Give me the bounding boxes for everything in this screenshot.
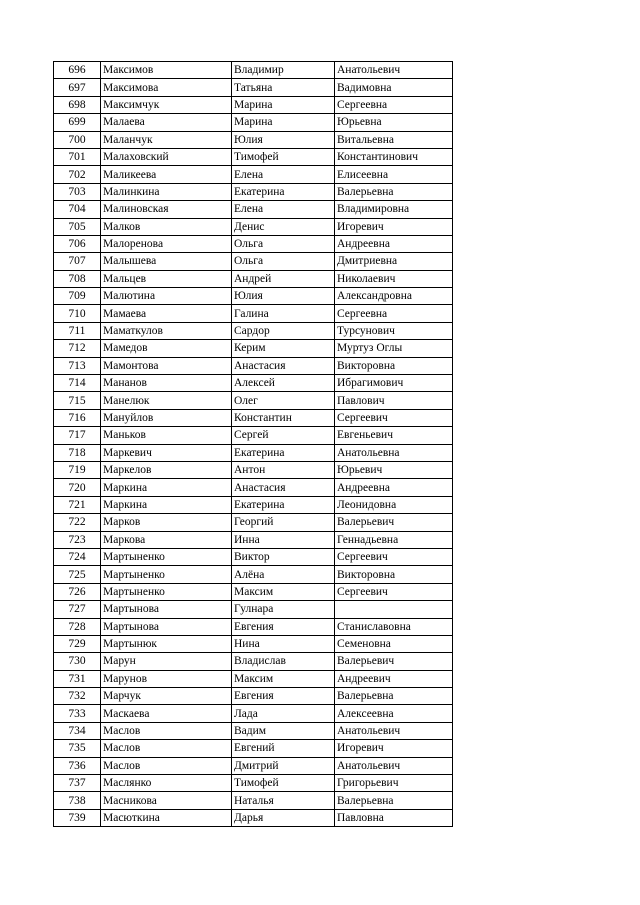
- first-name-cell: Гулнара: [232, 601, 335, 618]
- row-number-cell: 701: [54, 148, 101, 165]
- first-name-cell: Елена: [232, 166, 335, 183]
- table-row: [54, 96, 453, 113]
- patronymic-cell: Юрьевна: [335, 114, 453, 131]
- patronymic-cell: Ибрагимович: [335, 375, 453, 392]
- patronymic-cell: Викторовна: [335, 357, 453, 374]
- first-name-cell: Антон: [232, 461, 335, 478]
- row-number-cell: 734: [54, 722, 101, 739]
- first-name-cell: Дмитрий: [232, 757, 335, 774]
- first-name-cell: Керим: [232, 340, 335, 357]
- last-name-cell: Мальцев: [101, 270, 232, 287]
- first-name-cell: Елена: [232, 201, 335, 218]
- table-row: [54, 531, 453, 548]
- table-row: [54, 427, 453, 444]
- last-name-cell: Мартынюк: [101, 635, 232, 652]
- patronymic-cell: Евгеньевич: [335, 427, 453, 444]
- table-row: [54, 357, 453, 374]
- first-name-cell: Андрей: [232, 270, 335, 287]
- row-number-cell: 696: [54, 62, 101, 79]
- last-name-cell: Мартыненко: [101, 583, 232, 600]
- table-row: [54, 722, 453, 739]
- first-name-cell: Денис: [232, 218, 335, 235]
- patronymic-cell: Игоревич: [335, 740, 453, 757]
- table-row: [54, 392, 453, 409]
- patronymic-cell: Сергеевна: [335, 96, 453, 113]
- table-row: [54, 548, 453, 565]
- row-number-cell: 699: [54, 114, 101, 131]
- table-row: [54, 79, 453, 96]
- first-name-cell: Максим: [232, 670, 335, 687]
- row-number-cell: 732: [54, 688, 101, 705]
- patronymic-cell: Андреевич: [335, 670, 453, 687]
- patronymic-cell: Павловна: [335, 809, 453, 826]
- last-name-cell: Мартыненко: [101, 566, 232, 583]
- last-name-cell: Малоренова: [101, 235, 232, 252]
- table-row: [54, 340, 453, 357]
- table-row: [54, 183, 453, 200]
- patronymic-cell: Семеновна: [335, 635, 453, 652]
- first-name-cell: Ольга: [232, 253, 335, 270]
- last-name-cell: Маслов: [101, 740, 232, 757]
- row-number-cell: 723: [54, 531, 101, 548]
- first-name-cell: Анастасия: [232, 479, 335, 496]
- first-name-cell: Инна: [232, 531, 335, 548]
- last-name-cell: Мануйлов: [101, 409, 232, 426]
- patronymic-cell: Дмитриевна: [335, 253, 453, 270]
- row-number-cell: 707: [54, 253, 101, 270]
- last-name-cell: Мамонтова: [101, 357, 232, 374]
- first-name-cell: Наталья: [232, 792, 335, 809]
- first-name-cell: Юлия: [232, 288, 335, 305]
- row-number-cell: 718: [54, 444, 101, 461]
- table-row: [54, 461, 453, 478]
- patronymic-cell: Леонидовна: [335, 496, 453, 513]
- first-name-cell: Марина: [232, 96, 335, 113]
- row-number-cell: 727: [54, 601, 101, 618]
- first-name-cell: Анастасия: [232, 357, 335, 374]
- first-name-cell: Сардор: [232, 322, 335, 339]
- patronymic-cell: Вадимовна: [335, 79, 453, 96]
- row-number-cell: 706: [54, 235, 101, 252]
- first-name-cell: Екатерина: [232, 496, 335, 513]
- last-name-cell: Малиновская: [101, 201, 232, 218]
- patronymic-cell: Алексеевна: [335, 705, 453, 722]
- last-name-cell: Мартынова: [101, 601, 232, 618]
- last-name-cell: Маркова: [101, 531, 232, 548]
- patronymic-cell: Анатольевич: [335, 722, 453, 739]
- first-name-cell: Владимир: [232, 62, 335, 79]
- row-number-cell: 697: [54, 79, 101, 96]
- patronymic-cell: Григорьевич: [335, 775, 453, 792]
- table-row: [54, 653, 453, 670]
- first-name-cell: Ольга: [232, 235, 335, 252]
- patronymic-cell: Викторовна: [335, 566, 453, 583]
- row-number-cell: 716: [54, 409, 101, 426]
- table-row: [54, 705, 453, 722]
- last-name-cell: Маликеева: [101, 166, 232, 183]
- last-name-cell: Маркина: [101, 479, 232, 496]
- first-name-cell: Тимофей: [232, 775, 335, 792]
- patronymic-cell: Анатольевна: [335, 444, 453, 461]
- patronymic-cell: Анатольевич: [335, 757, 453, 774]
- first-name-cell: Екатерина: [232, 183, 335, 200]
- row-number-cell: 708: [54, 270, 101, 287]
- first-name-cell: Сергей: [232, 427, 335, 444]
- last-name-cell: Маслянко: [101, 775, 232, 792]
- first-name-cell: Виктор: [232, 548, 335, 565]
- patronymic-cell: Павлович: [335, 392, 453, 409]
- last-name-cell: Максимова: [101, 79, 232, 96]
- row-number-cell: 729: [54, 635, 101, 652]
- first-name-cell: Лада: [232, 705, 335, 722]
- table-row: [54, 201, 453, 218]
- first-name-cell: Юлия: [232, 131, 335, 148]
- last-name-cell: Маланчук: [101, 131, 232, 148]
- table-row: [54, 235, 453, 252]
- table-row: [54, 496, 453, 513]
- patronymic-cell: Николаевич: [335, 270, 453, 287]
- patronymic-cell: Юрьевич: [335, 461, 453, 478]
- last-name-cell: Мартыненко: [101, 548, 232, 565]
- first-name-cell: Дарья: [232, 809, 335, 826]
- first-name-cell: Константин: [232, 409, 335, 426]
- row-number-cell: 704: [54, 201, 101, 218]
- table-row: [54, 566, 453, 583]
- patronymic-cell: Андреевна: [335, 479, 453, 496]
- last-name-cell: Маслов: [101, 722, 232, 739]
- row-number-cell: 717: [54, 427, 101, 444]
- first-name-cell: Олег: [232, 392, 335, 409]
- last-name-cell: Малков: [101, 218, 232, 235]
- table-row: [54, 601, 453, 618]
- table-row: [54, 688, 453, 705]
- table-row: [54, 166, 453, 183]
- last-name-cell: Манелюк: [101, 392, 232, 409]
- patronymic-cell: Елисеевна: [335, 166, 453, 183]
- first-name-cell: Тимофей: [232, 148, 335, 165]
- first-name-cell: Максим: [232, 583, 335, 600]
- last-name-cell: Мартынова: [101, 618, 232, 635]
- patronymic-cell: Сергеевич: [335, 583, 453, 600]
- last-name-cell: Маркевич: [101, 444, 232, 461]
- first-name-cell: Вадим: [232, 722, 335, 739]
- last-name-cell: Маркелов: [101, 461, 232, 478]
- patronymic-cell: Александровна: [335, 288, 453, 305]
- table-row: [54, 809, 453, 826]
- table-row: [54, 270, 453, 287]
- row-number-cell: 731: [54, 670, 101, 687]
- last-name-cell: Маскаева: [101, 705, 232, 722]
- table-row: [54, 583, 453, 600]
- last-name-cell: Марунов: [101, 670, 232, 687]
- table-row: [54, 514, 453, 531]
- patronymic-cell: Андреевна: [335, 235, 453, 252]
- row-number-cell: 702: [54, 166, 101, 183]
- table-row: [54, 148, 453, 165]
- patronymic-cell: Валерьевна: [335, 183, 453, 200]
- row-number-cell: 724: [54, 548, 101, 565]
- last-name-cell: Мананов: [101, 375, 232, 392]
- last-name-cell: Малышева: [101, 253, 232, 270]
- last-name-cell: Мамаева: [101, 305, 232, 322]
- last-name-cell: Маньков: [101, 427, 232, 444]
- last-name-cell: Масникова: [101, 792, 232, 809]
- last-name-cell: Малаховский: [101, 148, 232, 165]
- patronymic-cell: Валерьевна: [335, 792, 453, 809]
- first-name-cell: Нина: [232, 635, 335, 652]
- row-number-cell: 720: [54, 479, 101, 496]
- table-row: [54, 288, 453, 305]
- row-number-cell: 710: [54, 305, 101, 322]
- first-name-cell: Владислав: [232, 653, 335, 670]
- patronymic-cell: Владимировна: [335, 201, 453, 218]
- row-number-cell: 719: [54, 461, 101, 478]
- patronymic-cell: Анатольевич: [335, 62, 453, 79]
- patronymic-cell: Константинович: [335, 148, 453, 165]
- last-name-cell: Масюткина: [101, 809, 232, 826]
- first-name-cell: Евгения: [232, 688, 335, 705]
- table-row: [54, 757, 453, 774]
- patronymic-cell: Валерьевич: [335, 514, 453, 531]
- table-row: [54, 618, 453, 635]
- last-name-cell: Марков: [101, 514, 232, 531]
- patronymic-cell: Турсунович: [335, 322, 453, 339]
- patronymic-cell: Сергеевич: [335, 548, 453, 565]
- row-number-cell: 711: [54, 322, 101, 339]
- row-number-cell: 715: [54, 392, 101, 409]
- last-name-cell: Малинкина: [101, 183, 232, 200]
- first-name-cell: Алексей: [232, 375, 335, 392]
- last-name-cell: Маркина: [101, 496, 232, 513]
- patronymic-cell: Геннадьевна: [335, 531, 453, 548]
- patronymic-cell: Сергеевич: [335, 409, 453, 426]
- first-name-cell: Галина: [232, 305, 335, 322]
- row-number-cell: 725: [54, 566, 101, 583]
- row-number-cell: 736: [54, 757, 101, 774]
- last-name-cell: Маслов: [101, 757, 232, 774]
- row-number-cell: 721: [54, 496, 101, 513]
- row-number-cell: 700: [54, 131, 101, 148]
- table-row: [54, 409, 453, 426]
- patronymic-cell: Муртуз Оглы: [335, 340, 453, 357]
- table-row: [54, 775, 453, 792]
- row-number-cell: 739: [54, 809, 101, 826]
- names-table: [53, 61, 453, 827]
- patronymic-cell: Сергеевна: [335, 305, 453, 322]
- first-name-cell: Евгений: [232, 740, 335, 757]
- row-number-cell: 713: [54, 357, 101, 374]
- last-name-cell: Марун: [101, 653, 232, 670]
- table-row: [54, 479, 453, 496]
- row-number-cell: 714: [54, 375, 101, 392]
- last-name-cell: Мамедов: [101, 340, 232, 357]
- table-row: [54, 792, 453, 809]
- last-name-cell: Максимчук: [101, 96, 232, 113]
- patronymic-cell: [335, 601, 453, 618]
- row-number-cell: 737: [54, 775, 101, 792]
- first-name-cell: Евгения: [232, 618, 335, 635]
- first-name-cell: Татьяна: [232, 79, 335, 96]
- table-row: [54, 305, 453, 322]
- patronymic-cell: Витальевна: [335, 131, 453, 148]
- row-number-cell: 722: [54, 514, 101, 531]
- patronymic-cell: Валерьевич: [335, 653, 453, 670]
- patronymic-cell: Игоревич: [335, 218, 453, 235]
- row-number-cell: 738: [54, 792, 101, 809]
- row-number-cell: 709: [54, 288, 101, 305]
- table-row: [54, 444, 453, 461]
- row-number-cell: 730: [54, 653, 101, 670]
- row-number-cell: 712: [54, 340, 101, 357]
- row-number-cell: 728: [54, 618, 101, 635]
- first-name-cell: Георгий: [232, 514, 335, 531]
- row-number-cell: 735: [54, 740, 101, 757]
- table-row: [54, 131, 453, 148]
- table-row: [54, 218, 453, 235]
- row-number-cell: 698: [54, 96, 101, 113]
- table-row: [54, 253, 453, 270]
- first-name-cell: Екатерина: [232, 444, 335, 461]
- table-row: [54, 114, 453, 131]
- first-name-cell: Алёна: [232, 566, 335, 583]
- row-number-cell: 705: [54, 218, 101, 235]
- table-row: [54, 375, 453, 392]
- table-row: [54, 62, 453, 79]
- row-number-cell: 726: [54, 583, 101, 600]
- last-name-cell: Малютина: [101, 288, 232, 305]
- table-row: [54, 670, 453, 687]
- last-name-cell: Максимов: [101, 62, 232, 79]
- last-name-cell: Маматкулов: [101, 322, 232, 339]
- names-table-body: [54, 62, 453, 827]
- patronymic-cell: Валерьевна: [335, 688, 453, 705]
- row-number-cell: 703: [54, 183, 101, 200]
- row-number-cell: 733: [54, 705, 101, 722]
- table-row: [54, 322, 453, 339]
- table-row: [54, 635, 453, 652]
- table-row: [54, 740, 453, 757]
- patronymic-cell: Станиславовна: [335, 618, 453, 635]
- last-name-cell: Марчук: [101, 688, 232, 705]
- first-name-cell: Марина: [232, 114, 335, 131]
- last-name-cell: Малаева: [101, 114, 232, 131]
